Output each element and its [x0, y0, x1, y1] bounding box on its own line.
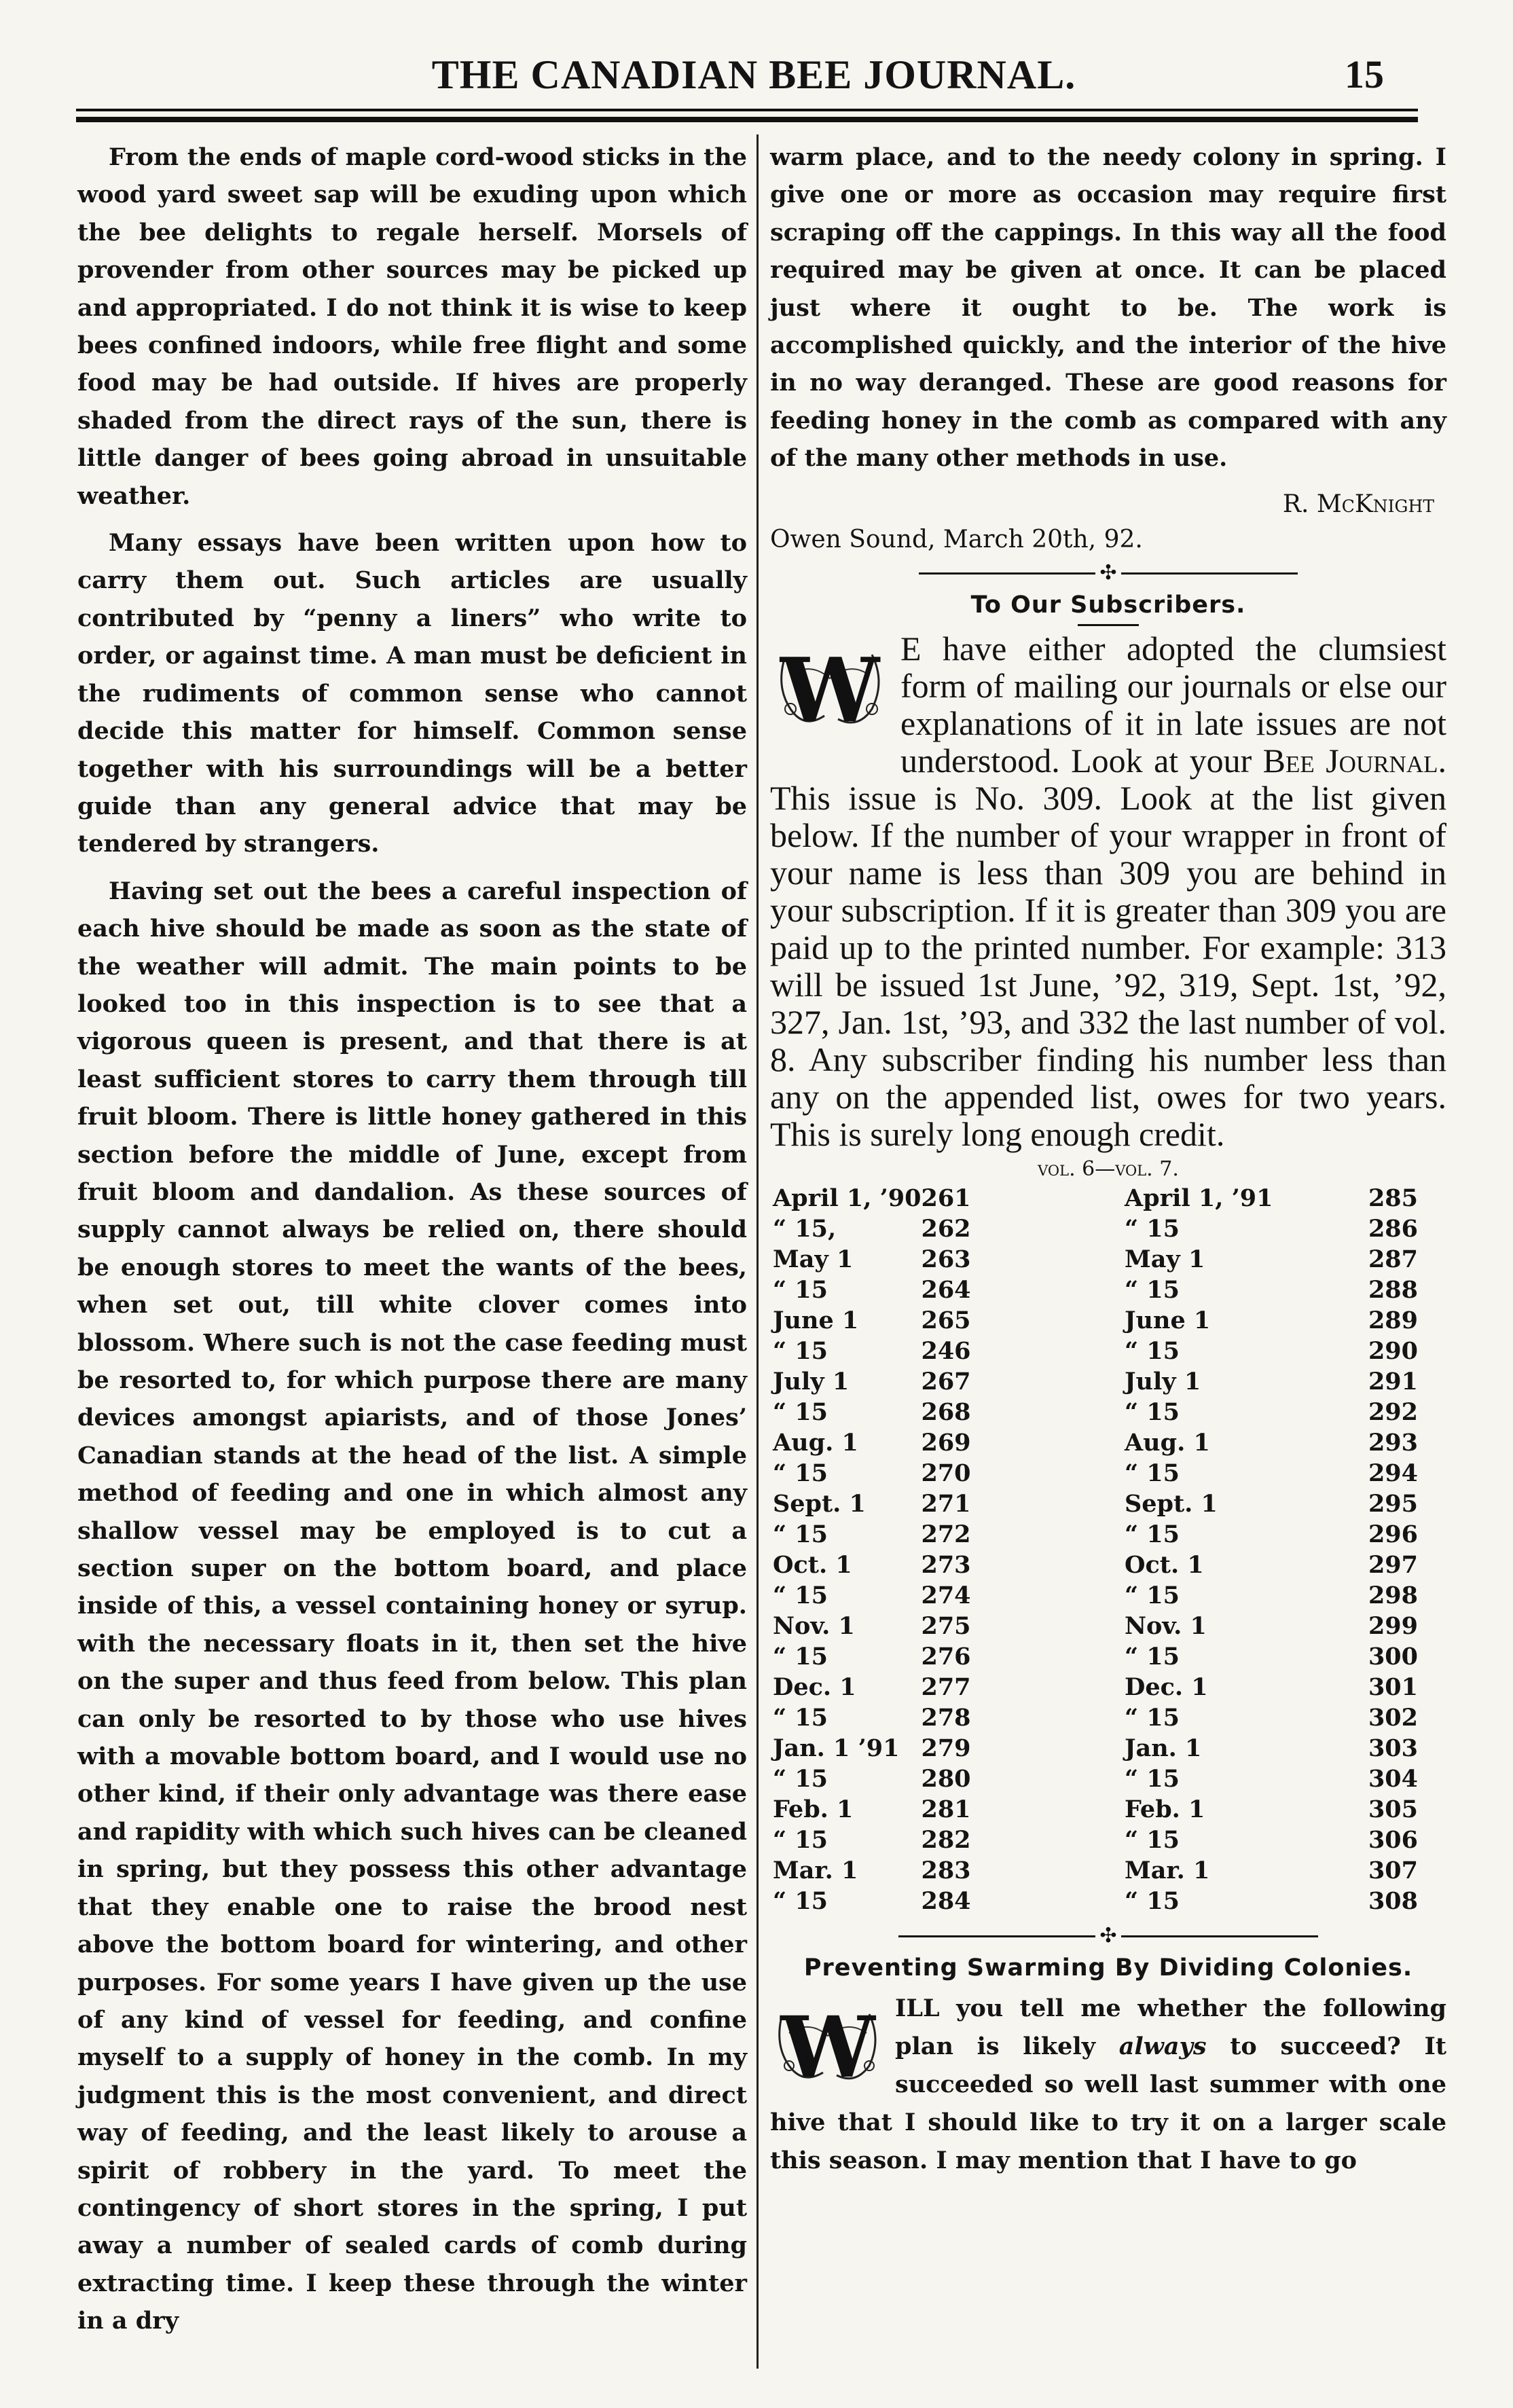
issue-date-vol7: “ 15: [1125, 1275, 1180, 1304]
issue-date-vol7: “ 15: [1125, 1825, 1180, 1854]
issue-number-vol7: 289: [1368, 1306, 1418, 1334]
table-row: [770, 1489, 1436, 1519]
issue-number-vol6: 271: [921, 1489, 971, 1518]
dropcap-letter: W: [780, 1998, 875, 2097]
issue-number-vol6: 275: [921, 1611, 971, 1640]
section-ornament: ✣: [770, 563, 1446, 583]
header-rule-thick: [76, 117, 1418, 122]
paragraph-essays: Many essays have been written upon how to carry them out. Such articles are usually contributed by “penny a liners” who write to order, or against time. A man must be deficient in the rudiments of common sense who cannot decide this matter for himself. Common sense together with his surroundings will be a better guide than any general advice that may be tendered by strangers.: [77, 529, 747, 858]
issue-number-vol7: 305: [1368, 1795, 1418, 1823]
issue-date-vol6: April 1, ’90: [773, 1184, 922, 1212]
issue-number-vol7: 308: [1368, 1886, 1418, 1915]
issue-date-vol7: Dec. 1: [1125, 1673, 1208, 1701]
issue-number-vol7: 297: [1368, 1550, 1418, 1579]
table-row: [770, 1580, 1436, 1611]
right-column: [770, 139, 1446, 2180]
issue-number-vol7: 291: [1368, 1367, 1418, 1395]
paragraph-continuation: warm place, and to the needy colony in spring. I give one or more as occasion may require first scraping off the cappings. In this way all the food required may be given at once. It can be placed just where it ought to be. The work is accomplished quickly, and the interior of the hive in no way deranged. These are good reasons for feeding honey in the comb as compared with any of the many other methods in use.: [770, 143, 1446, 473]
issue-number-vol7: 303: [1368, 1734, 1418, 1762]
issue-number-vol6: 264: [921, 1275, 971, 1304]
issue-date-vol6: “ 15: [773, 1520, 828, 1548]
page-number: 15: [1345, 52, 1384, 96]
issue-date-vol6: “ 15: [773, 1336, 828, 1365]
issue-number-vol7: 286: [1368, 1214, 1418, 1243]
heading-underline: [1078, 624, 1139, 626]
issue-number-vol6: 278: [921, 1703, 971, 1732]
journal-title: THE CANADIAN BEE JOURNAL.: [431, 52, 1076, 97]
issue-number-vol6: 282: [921, 1825, 971, 1854]
table-row: [770, 1855, 1436, 1886]
table-row: [770, 1427, 1436, 1458]
page-header: [76, 52, 1432, 106]
issue-number-vol6: 262: [921, 1214, 971, 1243]
issue-date-vol7: July 1: [1125, 1367, 1201, 1395]
issue-date-vol6: “ 15: [773, 1825, 828, 1854]
issue-number-vol7: 293: [1368, 1428, 1418, 1457]
table-row: [770, 1550, 1436, 1580]
issue-number-vol6: 270: [921, 1459, 971, 1487]
column-divider: [756, 134, 759, 2369]
issue-date-vol7: May 1: [1125, 1245, 1205, 1273]
issue-date-vol6: July 1: [773, 1367, 850, 1395]
issue-date-vol6: “ 15: [773, 1398, 828, 1426]
issue-number-vol7: 300: [1368, 1642, 1418, 1671]
issue-date-vol7: “ 15: [1125, 1642, 1180, 1671]
issue-number-vol6: 274: [921, 1581, 971, 1609]
left-column: [77, 139, 747, 2350]
issue-number-vol6: 277: [921, 1673, 971, 1701]
issue-number-vol7: 292: [1368, 1398, 1418, 1426]
issue-number-vol7: 306: [1368, 1825, 1418, 1854]
issue-number-vol6: 267: [921, 1367, 971, 1395]
issue-number-vol7: 298: [1368, 1581, 1418, 1609]
issue-date-vol6: “ 15: [773, 1764, 828, 1793]
issue-date-vol7: “ 15: [1125, 1520, 1180, 1548]
issue-number-vol6: 284: [921, 1886, 971, 1915]
issue-date-vol7: Sept. 1: [1125, 1489, 1218, 1518]
table-row: [770, 1611, 1436, 1641]
table-row: [770, 1214, 1436, 1244]
swarming-article: [770, 1990, 1446, 2180]
volume-heading: vol. 6—vol. 7.: [1038, 1156, 1179, 1181]
table-row: [770, 1672, 1436, 1702]
table-row: [770, 1764, 1436, 1794]
table-row: [770, 1183, 1436, 1214]
table-row: [770, 1244, 1436, 1275]
issue-date-vol6: Oct. 1: [773, 1550, 852, 1579]
table-row: [770, 1641, 1436, 1672]
table-row: [770, 1794, 1436, 1825]
issue-number-table: [770, 1183, 1436, 1916]
issue-date-vol7: Oct. 1: [1125, 1550, 1204, 1579]
issue-date-vol7: June 1: [1125, 1306, 1211, 1334]
issue-date-vol7: Mar. 1: [1125, 1856, 1210, 1884]
header-rule-thin: [76, 109, 1418, 111]
issue-date-vol6: Jan. 1 ’91: [773, 1734, 900, 1762]
subscribers-heading: To Our Subscribers.: [970, 591, 1246, 619]
issue-date-vol6: “ 15: [773, 1459, 828, 1487]
issue-number-vol6: 272: [921, 1520, 971, 1548]
issue-number-vol7: 296: [1368, 1520, 1418, 1548]
place-date: Owen Sound, March 20th, 92.: [770, 525, 1143, 553]
issue-number-vol6: 283: [921, 1856, 971, 1884]
table-row: [770, 1397, 1436, 1427]
issue-number-vol7: 290: [1368, 1336, 1418, 1365]
issue-date-vol6: May 1: [773, 1245, 854, 1273]
issue-date-vol7: “ 15: [1125, 1398, 1180, 1426]
issue-date-vol7: “ 15: [1125, 1764, 1180, 1793]
issue-number-vol6: 263: [921, 1245, 971, 1273]
issue-number-vol6: 276: [921, 1642, 971, 1671]
issue-date-vol7: “ 15: [1125, 1703, 1180, 1732]
issue-date-vol6: “ 15: [773, 1581, 828, 1609]
swarming-text: ILL you tell me whether the following plan is likely always to succeed? It succeeded so well last summer with one hive that I should like to try it on a larger scale this season. I may mention that I have to go: [770, 1994, 1446, 2174]
issue-number-vol7: 299: [1368, 1611, 1418, 1640]
table-row: [770, 1275, 1436, 1305]
table-row: [770, 1366, 1436, 1397]
issue-number-vol6: 265: [921, 1306, 971, 1334]
dropcap-letter: W: [780, 638, 879, 742]
subscribers-notice: [770, 630, 1446, 1153]
table-row: [770, 1886, 1436, 1916]
issue-date-vol7: “ 15: [1125, 1581, 1180, 1609]
issue-number-vol7: 301: [1368, 1673, 1418, 1701]
issue-date-vol7: Feb. 1: [1125, 1795, 1205, 1823]
issue-date-vol6: Nov. 1: [773, 1611, 855, 1640]
issue-date-vol6: June 1: [773, 1306, 859, 1334]
issue-date-vol6: Sept. 1: [773, 1489, 866, 1518]
issue-date-vol7: “ 15: [1125, 1459, 1180, 1487]
paragraph-inspection: Having set out the bees a careful inspection of each hive should be made as soon as the state of the weather will admit. The main points to be looked too in this inspection is to see that a vigorous queen is present, and that there is at least sufficient stores to carry them through till fruit bloom. There is little honey gathered in this section before the middle of June, except from fruit bloom and dandalion. As these sources of supply cannot always be relied on, there should be enough stores to meet the wants of the bees, when set out, till white clover comes into blossom. Where such is not the case feeding must be resorted to, for which purpose there are many devices amongst apiarists, and of those Jones’ Canadian stands at the head of the list. A simple method of feeding and one in which almost any shallow vessel may be employed is to cut a section super on the bottom board, and place inside of this, a vessel containing honey or syrup. with the necessary floats in it, then set the hive on the super and thus feed from below. This plan can only be resorted to by those who use hives with a movable bottom board, and I would use no other kind, if their only advantage was there ease and rapidity with which such hives can be cleaned in spring, but they possess this other advantage that they enable one to raise the brood nest above the bottom board for wintering, and other purposes. For some years I have given up the use of any kind of vessel for feeding, and confine myself to a supply of honey in the comb. In my judgment this is the most convenient, and direct way of feeding, and the least likely to arouse a spirit of robbery in the yard. To meet the contingency of short stores in the spring, I put away a number of sealed cards of comb during extracting time. I keep these through the winter in a dry: [77, 877, 747, 2335]
issue-number-vol7: 302: [1368, 1703, 1418, 1732]
issue-date-vol7: “ 15: [1125, 1886, 1180, 1915]
issue-number-vol7: 304: [1368, 1764, 1418, 1793]
paragraph-maple-sap: From the ends of maple cord-wood sticks in the wood yard sweet sap will be exuding upon which the bee delights to regale herself. Morsels of provender from other sources may be picked up and appropriated. I do not think it is wise to keep bees confined indoors, while free flight and some food may be had outside. If hives are properly shaded from the direct rays of the sun, there is little danger of bees going abroad in unsuitable weather.: [77, 143, 747, 510]
issue-number-vol7: 295: [1368, 1489, 1418, 1518]
issue-date-vol7: “ 15: [1125, 1214, 1180, 1243]
issue-date-vol6: “ 15: [773, 1275, 828, 1304]
table-row: [770, 1305, 1436, 1336]
issue-number-vol7: 285: [1368, 1184, 1418, 1212]
table-row: [770, 1702, 1436, 1733]
issue-number-vol6: 273: [921, 1550, 971, 1579]
table-row: [770, 1519, 1436, 1550]
issue-number-vol6: 281: [921, 1795, 971, 1823]
table-row: [770, 1458, 1436, 1489]
table-row: [770, 1825, 1436, 1855]
section-ornament-2: ✣: [770, 1926, 1446, 1946]
issue-date-vol7: Nov. 1: [1125, 1611, 1207, 1640]
subscribers-text: E have either adopted the clumsiest form of mailing our journals or else our explanations of it in late issues are not understood. Look at your Bee Journal. This issue is No. 309. Look at the list given below. If the number of your wrapper in front of your name is less than 309 you are behind in your subscription. If it is greater than 309 you are paid up to the printed number. For example: 313 will be issued 1st June, ’92, 319, Sept. 1st, ’92, 327, Jan. 1st, ’93, and 332 the last number of vol. 8. Any subscriber finding his number less than any on the appended list, owes for two years. This is surely long enough credit.: [770, 629, 1446, 1153]
issue-number-vol7: 307: [1368, 1856, 1418, 1884]
issue-number-vol7: 288: [1368, 1275, 1418, 1304]
issue-number-vol6: 261: [921, 1184, 971, 1212]
issue-number-vol6: 268: [921, 1398, 971, 1426]
issue-date-vol7: Aug. 1: [1125, 1428, 1210, 1457]
issue-number-vol7: 287: [1368, 1245, 1418, 1273]
issue-date-vol6: Dec. 1: [773, 1673, 856, 1701]
issue-date-vol6: Mar. 1: [773, 1856, 858, 1884]
issue-number-vol6: 279: [921, 1734, 971, 1762]
issue-date-vol6: “ 15,: [773, 1214, 837, 1243]
issue-date-vol7: Jan. 1: [1125, 1734, 1202, 1762]
journal-name: Bee Journal: [1262, 741, 1438, 780]
decorative-initial-w-icon: [770, 1995, 886, 2097]
issue-number-vol6: 280: [921, 1764, 971, 1793]
issue-date-vol7: “ 15: [1125, 1336, 1180, 1365]
issue-date-vol6: “ 15: [773, 1703, 828, 1732]
table-row: [770, 1336, 1436, 1366]
emphasis-always: always: [1118, 2032, 1207, 2060]
decorative-initial-w-icon: [770, 634, 890, 743]
issue-date-vol7: April 1, ’91: [1125, 1184, 1273, 1212]
swarming-heading: Preventing Swarming By Dividing Colonies.: [803, 1954, 1413, 1982]
issue-date-vol6: Feb. 1: [773, 1795, 854, 1823]
table-row: [770, 1733, 1436, 1764]
issue-date-vol6: “ 15: [773, 1886, 828, 1915]
issue-number-vol7: 294: [1368, 1459, 1418, 1487]
issue-date-vol6: Aug. 1: [773, 1428, 858, 1457]
author-signature: R. McKnight: [1282, 490, 1434, 518]
issue-number-vol6: 269: [921, 1428, 971, 1457]
issue-number-vol6: 246: [921, 1336, 971, 1365]
issue-date-vol6: “ 15: [773, 1642, 828, 1671]
